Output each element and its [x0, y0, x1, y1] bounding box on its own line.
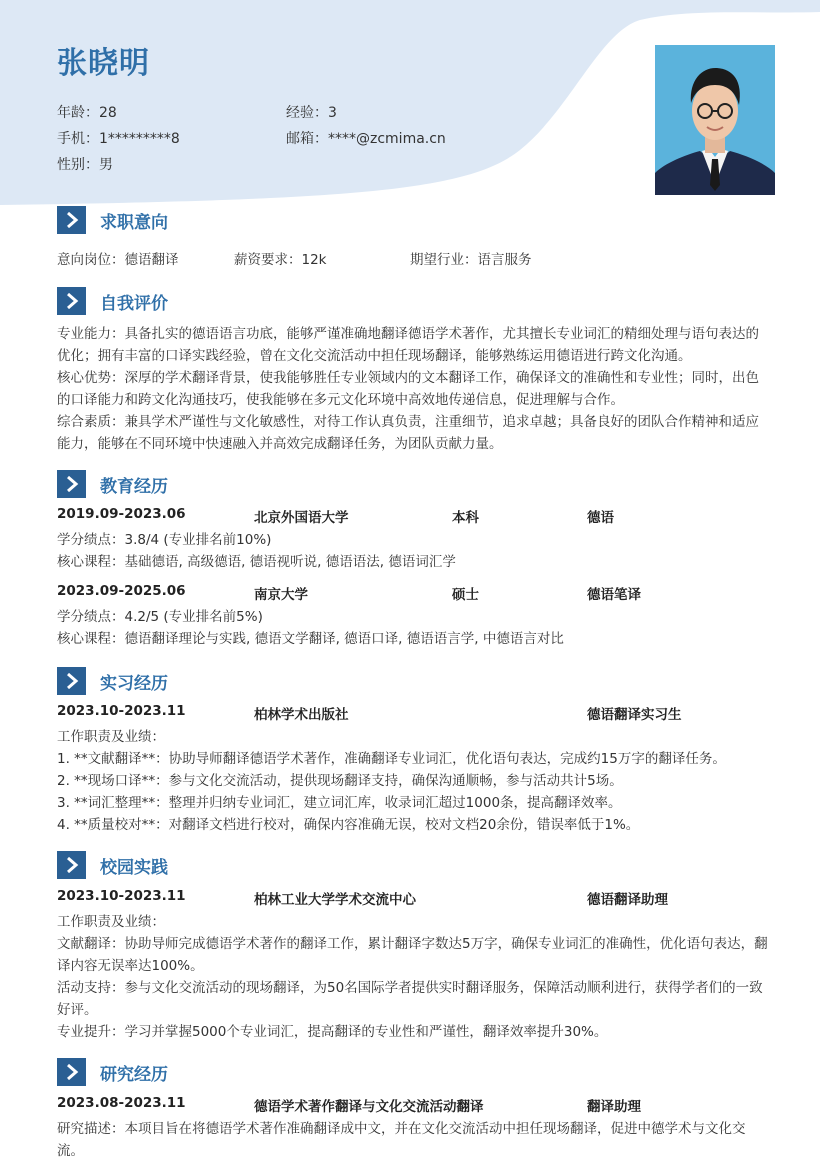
chevron-right-icon	[57, 1058, 86, 1086]
section-title: 求职意向	[100, 212, 168, 233]
intent-position: 意向岗位：德语翻译	[57, 252, 179, 268]
edu-period: 2023.09-2025.06	[57, 583, 186, 599]
section-self-evaluation	[57, 287, 168, 315]
research-desc: 研究描述：本项目旨在将德语学术著作准确翻译成中文，并在文化交流活动中担任现场翻译，促进中德学术与文化交流。	[57, 1121, 746, 1159]
section-education	[57, 470, 168, 498]
edu-gpa: 学分绩点：4.2/5 (专业排名前5%)	[57, 609, 263, 625]
research-project: 德语学术著作翻译与文化交流活动翻译	[254, 1099, 484, 1115]
edu-period: 2019.09-2023.06	[57, 506, 186, 522]
campus-period: 2023.10-2023.11	[57, 888, 186, 904]
intern-item: 4. **质量校对**：对翻译文档进行校对，确保内容准确无误，校对文档20余份，错误率低于1%。	[57, 817, 640, 833]
intern-role: 德语翻译实习生	[587, 707, 682, 723]
self-eval-advantage: 核心优势：深厚的学术翻译背景，使我能够胜任专业领域内的文本翻译工作，确保译文的准确性和专业性；同时，出色的口译能力和跨文化沟通技巧，使我能够在多元文化环境中高效地传递信息，促进理解与合作。	[57, 370, 759, 408]
section-campus-practice	[57, 851, 168, 879]
edu-degree: 本科	[452, 510, 479, 526]
chevron-right-icon	[57, 667, 86, 695]
internship-row	[57, 703, 769, 725]
chevron-right-icon	[57, 206, 86, 234]
intern-org: 柏林学术出版社	[254, 707, 349, 723]
profile-photo	[655, 45, 775, 195]
phone-field: 手机：1*********8	[57, 131, 180, 147]
section-title: 自我评价	[100, 293, 168, 314]
edu-school: 北京外国语大学	[254, 510, 349, 526]
section-research	[57, 1058, 168, 1086]
edu-major: 德语笔译	[587, 587, 641, 603]
chevron-right-icon	[57, 287, 86, 315]
gender-field: 性别：男	[57, 157, 113, 173]
section-title: 实习经历	[100, 673, 168, 694]
campus-intro: 工作职责及业绩：	[57, 914, 165, 930]
research-period: 2023.08-2023.11	[57, 1095, 186, 1111]
section-title: 研究经历	[100, 1064, 168, 1085]
research-row	[57, 1095, 769, 1117]
intent-industry: 期望行业：语言服务	[410, 252, 532, 268]
edu-major: 德语	[587, 510, 614, 526]
intern-period: 2023.10-2023.11	[57, 703, 186, 719]
campus-role: 德语翻译助理	[587, 892, 668, 908]
campus-item: 活动支持：参与文化交流活动的现场翻译，为50名国际学者提供实时翻译服务，保障活动顺利进行，获得学者们的一致好评。	[57, 980, 763, 1018]
self-eval-professional: 专业能力：具备扎实的德语语言功底，能够严谨准确地翻译德语学术著作，尤其擅长专业词汇的精细处理与语句表达的优化；拥有丰富的口译实践经验，曾在文化交流活动中担任现场翻译，能够熟练运用德语进行跨文化沟通。	[57, 326, 759, 364]
intern-item: 3. **词汇整理**：整理并归纳专业词汇，建立词汇库，收录词汇超过1000条，提高翻译效率。	[57, 795, 622, 811]
campus-org: 柏林工业大学学术交流中心	[254, 892, 416, 908]
edu-degree: 硕士	[452, 587, 479, 603]
section-job-intent	[57, 206, 168, 234]
chevron-right-icon	[57, 470, 86, 498]
research-role: 翻译助理	[587, 1099, 641, 1115]
section-title: 教育经历	[100, 476, 168, 497]
intern-item: 1. **文献翻译**：协助导师翻译德语学术著作，准确翻译专业词汇，优化语句表达，完成约15万字的翻译任务。	[57, 751, 726, 767]
campus-item: 文献翻译：协助导师完成德语学术著作的翻译工作，累计翻译字数达5万字，确保专业词汇的准确性，优化语句表达，翻译内容无误率达100%。	[57, 936, 768, 974]
edu-gpa: 学分绩点：3.8/4 (专业排名前10%)	[57, 532, 272, 548]
section-title: 校园实践	[100, 857, 168, 878]
edu-school: 南京大学	[254, 587, 308, 603]
chevron-right-icon	[57, 851, 86, 879]
edu-courses: 核心课程：德语翻译理论与实践, 德语文学翻译, 德语口译, 德语语言学, 中德语言对比	[57, 631, 564, 647]
intern-intro: 工作职责及业绩：	[57, 729, 165, 745]
experience-field: 经验：3	[286, 105, 337, 121]
section-internship	[57, 667, 168, 695]
campus-row	[57, 888, 769, 910]
edu-courses: 核心课程：基础德语, 高级德语, 德语视听说, 德语语法, 德语词汇学	[57, 554, 456, 570]
age-field: 年龄：28	[57, 105, 117, 121]
campus-item: 专业提升：学习并掌握5000个专业词汇，提高翻译的专业性和严谨性，翻译效率提升30%。	[57, 1024, 608, 1040]
intent-salary: 薪资要求：12k	[234, 252, 327, 268]
candidate-name: 张晓明	[57, 46, 150, 81]
intern-item: 2. **现场口译**：参与文化交流活动，提供现场翻译支持，确保沟通顺畅，参与活动共计5场。	[57, 773, 623, 789]
self-eval-quality: 综合素质：兼具学术严谨性与文化敏感性，对待工作认真负责，注重细节，追求卓越；具备良好的团队合作精神和适应能力，能够在不同环境中快速融入并高效完成翻译任务，为团队贡献力量。	[57, 414, 759, 452]
education-row	[57, 583, 769, 605]
email-field: 邮箱：****@zcmima.cn	[286, 131, 446, 147]
education-row	[57, 506, 769, 528]
